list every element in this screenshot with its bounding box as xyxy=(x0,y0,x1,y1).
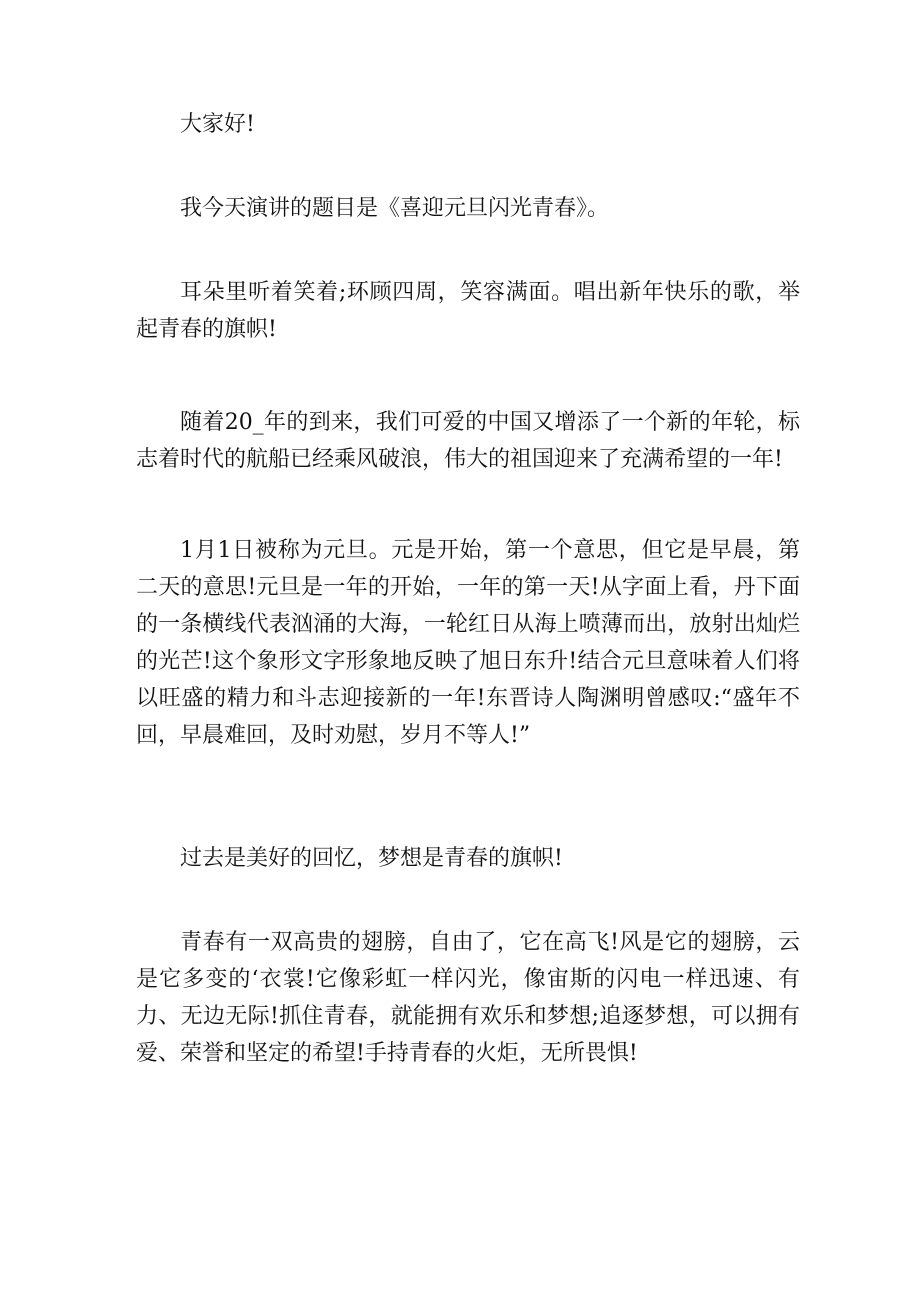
paragraph-new-year: 随着20_年的到来，我们可爱的中国又增添了一个新的年轮，标志着时代的航船已经乘风破浪，伟大的祖国迎来了充满希望的一年! xyxy=(136,410,800,472)
paragraph-greeting: 大家好! xyxy=(180,112,255,137)
paragraph-opening: 耳朵里听着笑着;环顾四周，笑容满面。唱出新年快乐的歌，举起青春的旗帜! xyxy=(136,280,800,342)
paragraph-dream: 过去是美好的回忆，梦想是青春的旗帜! xyxy=(180,846,563,871)
paragraph-youth: 青春有一双高贵的翅膀，自由了，它在高飞!风是它的翅膀，云是它多变的‘衣裳!它像彩虹一样闪光，像宙斯的闪电一样迅速、有力、无边无际!抓住青春，就能拥有欢乐和梦想;追逐梦想，可以拥有爱、荣誉和坚定的希望!手持青春的火炬，无所畏惧! xyxy=(136,930,800,1066)
paragraph-yuandan-meaning: 1月1日被称为元旦。元是开始，第一个意思，但它是早晨，第二天的意思!元旦是一年的开始，一年的第一天!从字面上看，丹下面的一条横线代表汹涌的大海，一轮红日从海上喷薄而出，放射出灿烂的光芒!这个象形文字形象地反映了旭日东升!结合元旦意味着人们将以旺盛的精力和斗志迎接新的一年!东晋诗人陶渊明曾感叹:“盛年不回，早晨难回，及时劝慰，岁月不等人!” xyxy=(136,538,800,748)
paragraph-speech-title: 我今天演讲的题目是《喜迎元旦闪光青春》。 xyxy=(180,196,610,221)
